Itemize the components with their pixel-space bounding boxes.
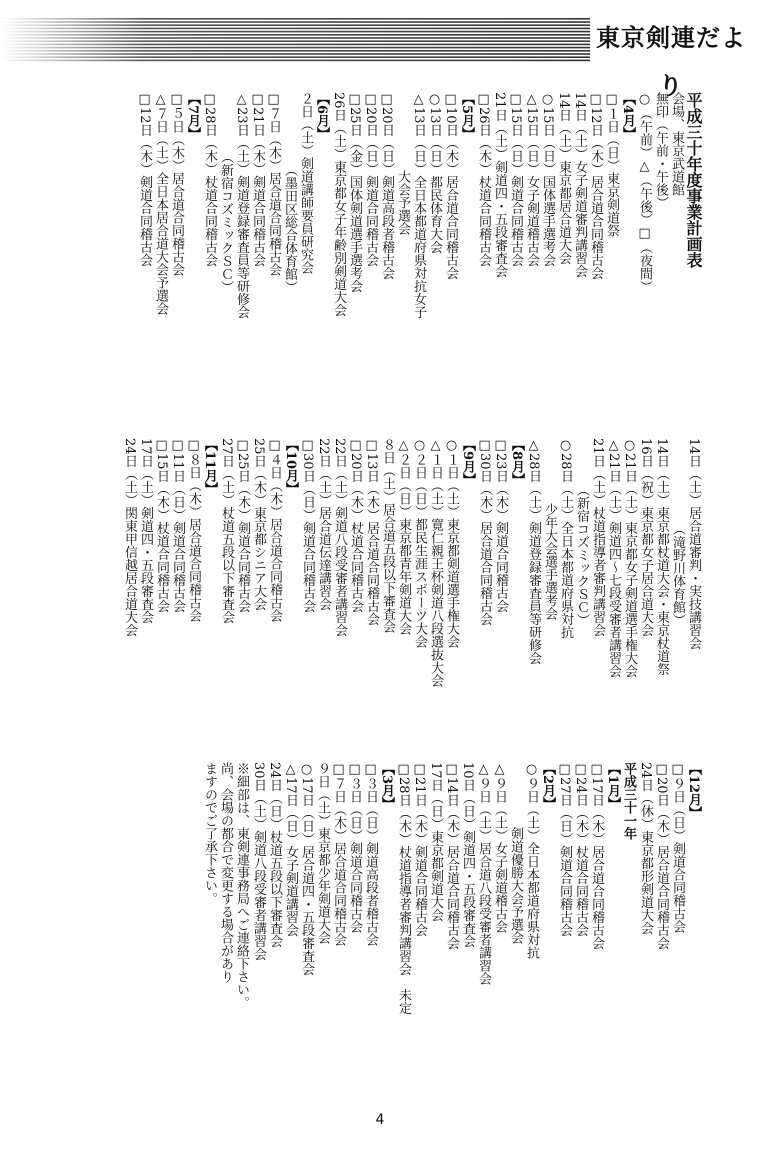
schedule-line: 無印（午前・午後） (653, 92, 668, 209)
schedule-line: ○１日（土）東京都剣道選手権大会 (444, 438, 459, 648)
schedule-line: 27日（土）杖道五段以下審査会 (219, 438, 234, 624)
page-number: 4 (375, 1112, 385, 1128)
schedule-line: 30日（土）剣道八段受審者講習会 (251, 762, 266, 961)
schedule-line: ８日（土）居合道五段以下審査会 (380, 438, 395, 633)
schedule-line: △23日（土）剣道登録審査員等研修会 (234, 92, 249, 319)
schedule-line: △17日（日）女子剣道講習会 (283, 762, 298, 937)
schedule-line: 14日（土）東京都居合道大会 (556, 92, 571, 265)
schedule-line: 14日（土）東京都杖道大会・東京杖道祭 (654, 438, 669, 676)
schedule-line: □８日（木）居合道合同稽古会 (186, 438, 201, 622)
schedule-line: 25日（木）東京都シニア大会 (251, 438, 266, 611)
month-heading: 【3月】 (379, 762, 394, 811)
schedule-line: △21日（土）剣道四～七段受審者講習会 (606, 438, 621, 678)
schedule-line: △28日（土）剣道登録審査員等研修会 (526, 438, 541, 665)
schedule-line: □28日（木）杖道合同稽古会 (202, 92, 217, 267)
schedule-line: □25日（木）剣道合同稽古会 (235, 438, 250, 613)
schedule-line: ○15日（日）国体選手選考会 (540, 92, 555, 267)
schedule-line: □12日（木）剣道合同稽古会 (137, 92, 152, 267)
month-heading: 【9月】 (460, 438, 475, 487)
month-heading: 【5月】 (459, 92, 474, 141)
schedule-line: 14日（土）女子剣道審判講習会 (572, 92, 587, 278)
header-stripes-decoration (0, 18, 590, 62)
schedule-line: □３日（日）剣道高段者稽古会 (363, 762, 378, 946)
schedule-line: □20日（木）杖道合同稽古会 (348, 438, 363, 613)
schedule-band-bottom (60, 762, 700, 1032)
schedule-line: □28日（木）杖道指導者審判講習会 未定 (396, 762, 411, 1015)
schedule-line: □20日（日）剣道合同稽古会 (363, 92, 378, 267)
schedule-line: ２日（土）剣道講師要員研究会 (298, 92, 313, 274)
schedule-line: 剣道優勝大会予選会 (508, 762, 523, 944)
schedule-line: 14日（土）居合道審判・実技講習会 (686, 438, 701, 650)
schedule-line: （墨田区総合体育館） (282, 92, 297, 294)
schedule-line: ○17日（日）居合道四・五段審査会 (299, 762, 314, 976)
schedule-line: ○13日（日）都民体育大会 (427, 92, 442, 254)
schedule-line: △７日（土）全日本居合道大会予選会 (153, 92, 168, 315)
month-heading: 【12月】 (686, 762, 701, 820)
month-heading: 【1月】 (605, 762, 620, 811)
schedule-line: △15日（日）女子剣道稽古会 (524, 92, 539, 267)
schedule-line: 大会予選会 (395, 92, 410, 235)
schedule-line: □11日（日）剣道合同稽古会 (170, 438, 185, 613)
schedule-line: 24日（土）関東甲信越居合道大会 (122, 438, 137, 637)
schedule-band-top (60, 92, 703, 392)
month-heading: 【8月】 (509, 438, 524, 487)
schedule-line: 16日（祝）東京都女子居合道大会 (638, 438, 653, 637)
schedule-line: 10日（日）剣道四・五段審査会 (460, 762, 475, 948)
schedule-line: 会場、東京武道館 (669, 92, 684, 196)
schedule-line: ○９日（土）全日本都道府県対抗 (524, 762, 539, 959)
month-heading: 【10月】 (283, 438, 298, 496)
schedule-line: 尚、会場の都合で変更する場合があり (218, 762, 233, 983)
month-heading: 【6月】 (314, 92, 329, 141)
schedule-line: ９日（土）東京都少年剣道大会 (315, 762, 330, 944)
schedule-line: ますのでご了承下さい。 (202, 762, 217, 905)
schedule-line: △９日（土）居合道八段受審者講習会 (476, 762, 491, 985)
schedule-line: 少年大会選手選考会 (542, 438, 557, 620)
schedule-line: □30日（日）剣道合同稽古会 (300, 438, 315, 613)
schedule-line: □１日（日）東京剣道祭 (604, 92, 619, 237)
schedule-line: □５日（木）居合道合同稽古会 (169, 92, 184, 276)
month-heading: 【2月】 (540, 762, 555, 811)
schedule-line: □10日（木）居合道合同稽古会 (443, 92, 458, 280)
schedule-line: □９日（日）剣道合同稽古会 (670, 762, 685, 933)
schedule-line: □15日（木）杖道合同稽古会 (154, 438, 169, 613)
schedule-line: □26日（木）杖道合同稽古会 (476, 92, 491, 267)
schedule-line: ○（午前）△（午後）□（夜間） (637, 92, 652, 293)
schedule-line: 22日（土）居合道伝達講習会 (316, 438, 331, 611)
schedule-line: ※細部は、東剣連事務局へご連絡下さい。 (234, 762, 249, 1009)
schedule-line: △２日（日）東京都青年剣道大会 (396, 438, 411, 635)
page-title: 平成三十年度事業計画表 (684, 92, 703, 268)
schedule-line: □23日（木）剣道合同稽古会 (493, 438, 508, 613)
publication-title: 東京剣連だより (596, 24, 746, 100)
schedule-line: □20日（日）剣道高段者稽古会 (379, 92, 394, 280)
schedule-line: 24日（休）東京都形剣道大会 (638, 762, 653, 935)
schedule-line: □25日（金）国体剣道選手選考会 (347, 92, 362, 293)
schedule-line: □21日（木）剣道合同稽古会 (412, 762, 427, 937)
schedule-line: （新宿コズミックＳＣ） (574, 438, 589, 627)
schedule-line: 22日（土）剣道八段受審者講習会 (332, 438, 347, 637)
schedule-line: △９日（土）女子剣道稽古会 (492, 762, 507, 933)
schedule-line: 平成三十一年 (621, 762, 636, 840)
month-heading: 【4月】 (620, 92, 635, 141)
schedule-line: △13日（日）全日本都道府県対抗女子 (411, 92, 426, 319)
schedule-line: □15日（日）剣道合同稽古会 (508, 92, 523, 267)
schedule-line: □７日（木）居合道合同稽古会 (266, 92, 281, 276)
schedule-line: 17日（土）剣道四・五段審査会 (138, 438, 153, 624)
schedule-line: 26日（土）東京都女子年齢別剣道大会 (331, 92, 346, 317)
schedule-line: □14日（木）居合道合同稽古会 (444, 762, 459, 950)
schedule-line: □27日（日）剣道合同稽古会 (557, 762, 572, 937)
schedule-line: ○２日（日）都民生涯スポーツ大会 (412, 438, 427, 648)
month-heading: 【7月】 (185, 92, 200, 141)
schedule-line: △１日（土）寛仁親王杯剣道八段選抜大会 (428, 438, 443, 687)
schedule-line: 21日（土）杖道指導者審判講習会 (590, 438, 605, 637)
schedule-line: □４日（木）居合道合同稽古会 (267, 438, 282, 622)
schedule-line: □12日（木）居合道合同稽古会 (588, 92, 603, 280)
schedule-line: □17日（木）居合道合同稽古会 (589, 762, 604, 950)
schedule-line: □３日（日）剣道合同稽古会 (347, 762, 362, 933)
schedule-line: （新宿コズミックＳＣ） (218, 92, 233, 294)
schedule-line: □21日（木）剣道合同稽古会 (250, 92, 265, 267)
schedule-line: ○28日（土）全日本都道府県対抗 (558, 438, 573, 639)
schedule-line: 21日（土）剣道四・五段審査会 (492, 92, 507, 278)
schedule-line: 17日（日）東京都剣道大会 (428, 762, 443, 922)
schedule-line: 24日（日）杖道五段以下審査会 (267, 762, 282, 948)
schedule-line: □７日（木）居合道合同稽古会 (331, 762, 346, 946)
schedule-line: （滝野川体育館） (670, 438, 685, 627)
schedule-line: ○21日（土）東京都女子剣道選手権大会 (622, 438, 637, 678)
schedule-line: □20日（木）居合道合同稽古会 (654, 762, 669, 950)
schedule-band-middle (60, 438, 700, 708)
schedule-line: □30日（木）居合道合同稽古会 (477, 438, 492, 626)
schedule-line: □24日（木）杖道合同稽古会 (573, 762, 588, 937)
schedule-line: □13日（木）居合道合同稽古会 (364, 438, 379, 626)
month-heading: 【11月】 (202, 438, 217, 496)
